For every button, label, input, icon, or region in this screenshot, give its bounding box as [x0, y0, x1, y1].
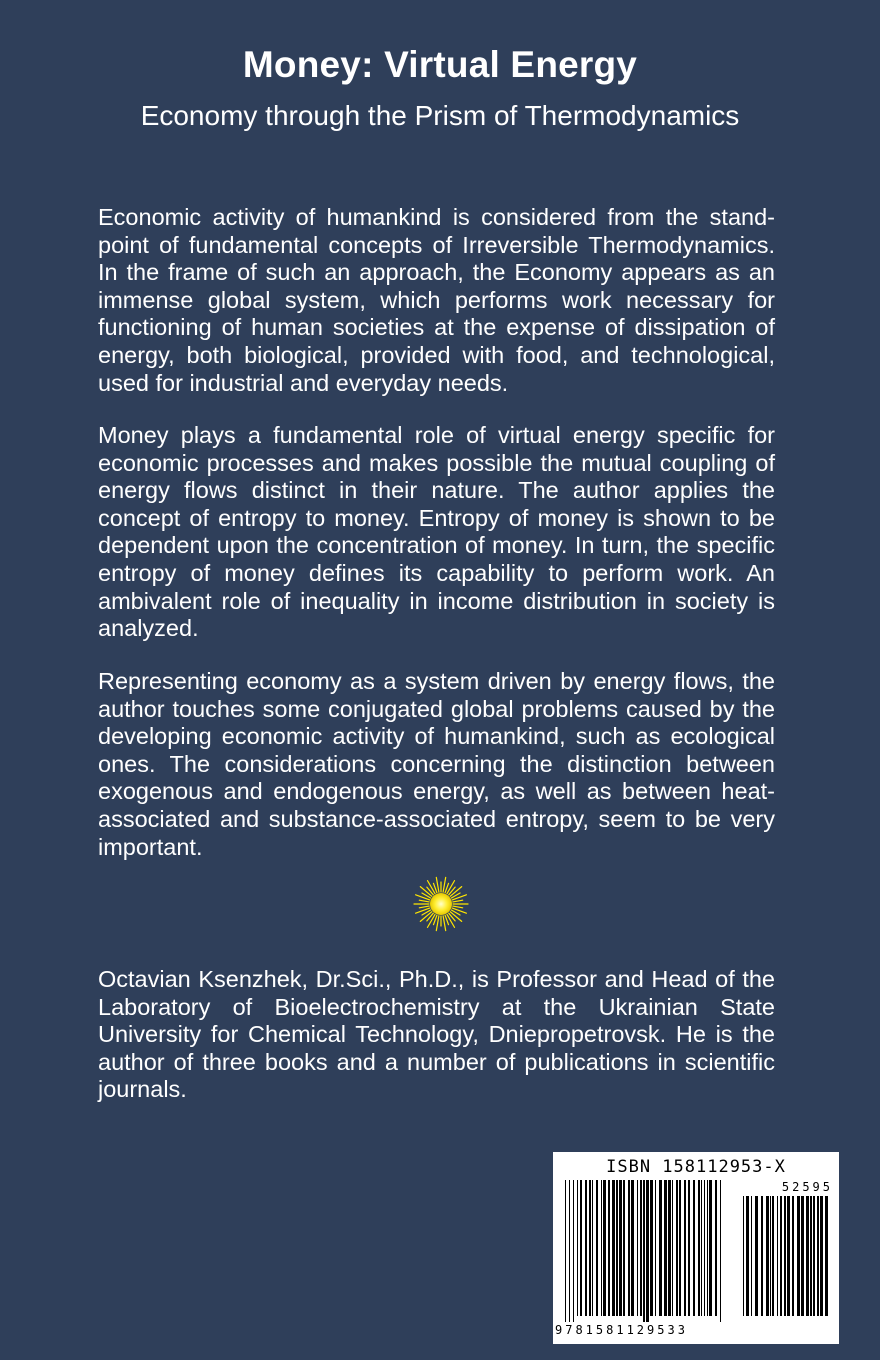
barcode-bar: [709, 1180, 712, 1316]
sun-ray: [452, 895, 466, 900]
sun-ray: [419, 906, 429, 908]
barcode-bar: [628, 1180, 630, 1316]
barcode-bar: [596, 1180, 598, 1316]
addon-barcode-bars: [743, 1196, 829, 1322]
barcode-bar: [770, 1196, 771, 1316]
barcode-bar: [664, 1180, 667, 1316]
barcode-bar: [772, 1196, 774, 1316]
barcode-bar: [676, 1180, 678, 1316]
barcode-bar: [701, 1180, 702, 1316]
isbn-label: ISBN 158112953-X: [606, 1157, 786, 1177]
barcode-bar: [643, 1180, 645, 1322]
barcode-bar: [608, 1180, 610, 1316]
barcode-bar: [766, 1196, 769, 1316]
barcode-bar: [601, 1180, 602, 1316]
barcode-bar: [679, 1180, 681, 1316]
barcode-bar: [569, 1180, 570, 1322]
barcode-bar: [672, 1180, 673, 1316]
barcode-bar: [806, 1196, 809, 1316]
sun-ray: [453, 906, 463, 908]
book-subtitle: Economy through the Prism of Thermodynamics: [140, 100, 740, 131]
sun-ray: [436, 877, 439, 892]
barcode-bar: [780, 1196, 782, 1316]
sun-ray: [436, 916, 439, 931]
barcode-bar: [817, 1196, 819, 1316]
barcode-bar: [707, 1180, 708, 1316]
isbn-barcode: [553, 1152, 839, 1344]
barcode-bar: [704, 1180, 705, 1316]
barcode-bar: [698, 1180, 700, 1316]
barcode-bar: [797, 1196, 800, 1316]
barcode-bar: [755, 1196, 758, 1316]
barcode-bar: [585, 1180, 587, 1316]
barcode-bar: [659, 1180, 662, 1316]
blurb-paragraph-2: Money plays a fundamental role of virtual energy specific for economic processes and makes possible the mutual coupling of energy flows distinct in their nature. The author applies the concept of entropy to money. Entropy of money is shown to be dependent upon the concentration of money. In turn, the specific entropy of money defines its capability to perform work. An ambivalent role of inequality in income distribution in society is analyzed.: [98, 422, 775, 642]
price-code: 52595: [781, 1180, 833, 1194]
barcode-bar: [640, 1180, 642, 1316]
book-title: Money: Virtual Energy: [242, 44, 638, 85]
barcode-bar: [616, 1180, 618, 1316]
barcode-bar: [693, 1180, 695, 1316]
barcode-bar: [565, 1180, 566, 1322]
barcode-bar: [820, 1196, 823, 1316]
barcode-bar: [603, 1180, 606, 1316]
barcode-bar: [637, 1180, 638, 1316]
barcode-bar: [684, 1180, 686, 1316]
barcode-bar: [792, 1196, 794, 1316]
barcode-bar: [619, 1180, 622, 1316]
barcode-bar: [668, 1180, 671, 1316]
sun-ray: [416, 895, 430, 900]
barcode-bar: [761, 1196, 763, 1316]
barcode-bar: [810, 1196, 812, 1316]
ean-barcode-bars: [565, 1180, 725, 1322]
sun-ray: [453, 900, 463, 902]
sun-ray: [419, 900, 429, 902]
barcode-bar: [746, 1196, 749, 1316]
barcode-bar: [646, 1180, 649, 1322]
barcode-bar: [592, 1180, 593, 1316]
barcode-bar: [743, 1196, 744, 1316]
barcode-bar: [813, 1196, 815, 1316]
barcode-bar: [589, 1180, 591, 1316]
barcode-bar: [577, 1180, 578, 1316]
barcode-bar: [631, 1180, 634, 1316]
barcode-bar: [623, 1180, 625, 1316]
barcode-bar: [784, 1196, 786, 1316]
blurb-paragraph-3: Representing economy as a system driven by energy flows, the author touches some conjugated global problems caused by the developing economic activity of humankind, such as ecological ones. The considerations concerning the distinction between exogenous and endogenous energy, as well as between heat-associated and substance-associated entropy, seem to be very important.: [98, 668, 775, 860]
barcode-bar: [715, 1180, 717, 1316]
sun-icon: [413, 876, 469, 932]
sun-ray: [443, 877, 446, 892]
barcode-bar: [573, 1180, 574, 1322]
barcode-bar: [612, 1180, 615, 1316]
barcode-bar: [580, 1180, 582, 1316]
blurb-paragraph-1: Economic activity of humankind is considered from the stand-point of fundamental concepts of Irreversible Thermodynamics. In the frame of such an approach, the Economy appears as an immense global system, which performs work necessary for functioning of human societies at the expense of dissipation of energy, both biological, provided with food, and technological, used for industrial and everyday needs.: [98, 204, 775, 396]
barcode-bar: [650, 1180, 653, 1316]
sun-ray: [416, 908, 430, 913]
barcode-bar: [751, 1196, 752, 1316]
sun-ray: [452, 908, 466, 913]
ean-digits: 9781581129533: [555, 1323, 688, 1337]
barcode-bar: [777, 1196, 778, 1316]
barcode-bar: [787, 1196, 790, 1316]
barcode-bar: [825, 1196, 828, 1316]
barcode-bar: [688, 1180, 690, 1316]
barcode-bar: [801, 1196, 804, 1316]
barcode-bar: [655, 1180, 656, 1316]
sun-ray: [443, 916, 446, 931]
barcode-bar: [720, 1180, 721, 1322]
author-bio: Octavian Ksenzhek, Dr.Sci., Ph.D., is Professor and Head of the Laboratory of Bioelectrochemistry at the Ukrainian State University for Chemical Technology, Dniepropetrovsk. He is the author of three books and a number of publications in scientific journals.: [98, 966, 775, 1103]
